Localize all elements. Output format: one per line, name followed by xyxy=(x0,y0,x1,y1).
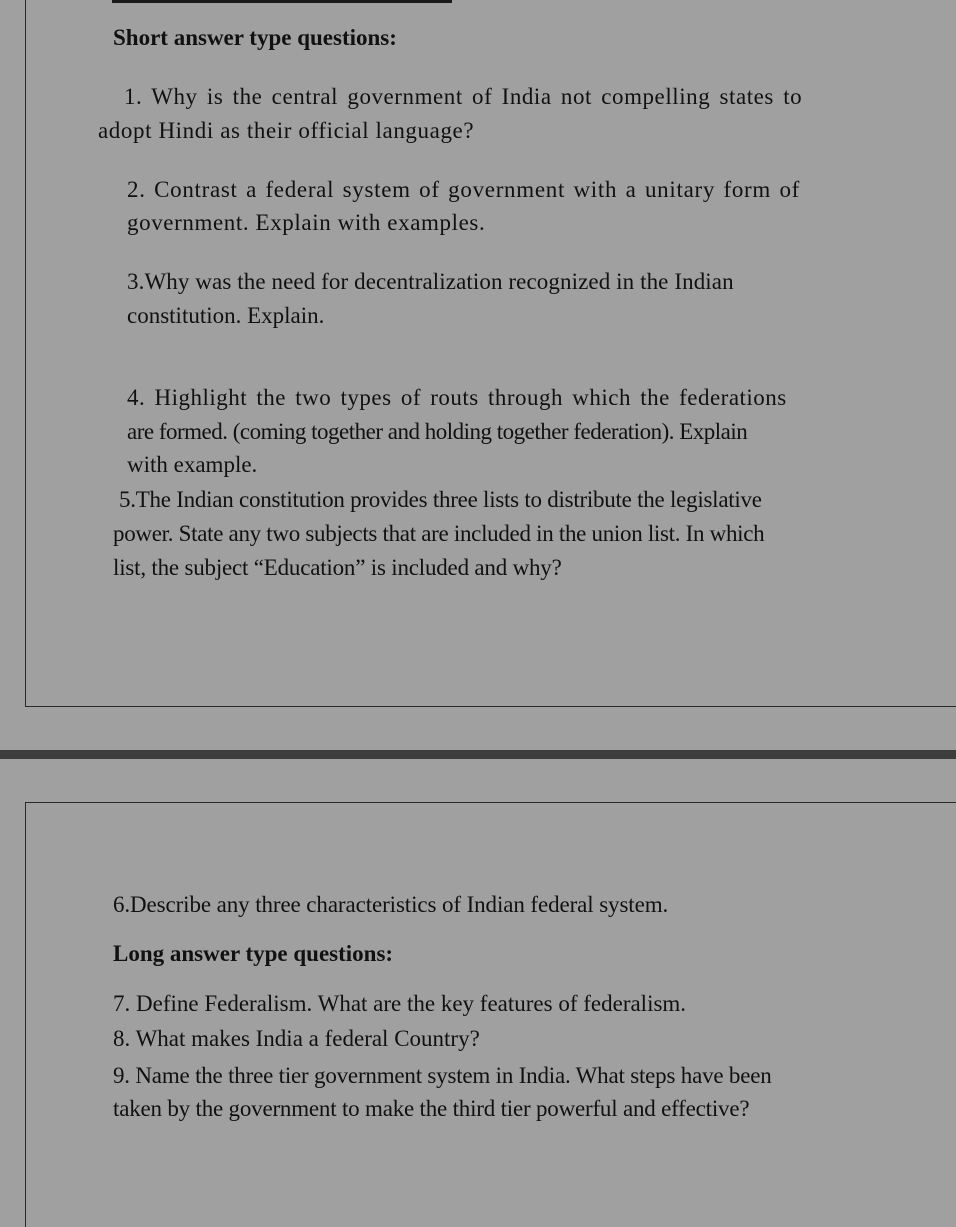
question-7: 7. Define Federalism. What are the key features of federalism. xyxy=(113,991,687,1016)
question-8: 8. What makes India a federal Country? xyxy=(113,1026,480,1051)
question-2-line-1: 2. Contrast a federal system of government with a unitary form of xyxy=(127,177,801,202)
cutoff-underlined-heading xyxy=(112,0,452,3)
question-1-line-2: adopt Hindi as their official language? xyxy=(98,118,475,143)
long-answer-heading: Long answer type questions: xyxy=(113,941,394,966)
question-3-line-2: constitution. Explain. xyxy=(127,303,325,328)
question-4-line-1: 4. Highlight the two types of routs through which the federations xyxy=(127,385,787,410)
question-9-line-1: 9. Name the three tier government system in India. What steps have been xyxy=(113,1063,772,1088)
short-answer-heading: Short answer type questions: xyxy=(113,25,397,50)
question-4-line-2: are formed. (coming together and holding together federation). Explain xyxy=(127,419,748,444)
question-1-line-1: 1. Why is the central government of India not compelling states to xyxy=(124,84,803,109)
question-5-line-2: power. State any two subjects that are included in the union list. In which xyxy=(113,521,765,546)
question-9-line-2: taken by the government to make the third tier powerful and effective? xyxy=(113,1096,750,1121)
question-5-line-1: 5.The Indian constitution provides three lists to distribute the legislative xyxy=(119,487,762,512)
page-separator xyxy=(0,750,956,759)
question-6: 6.Describe any three characteristics of Indian federal system. xyxy=(113,892,669,917)
question-4-line-3: with example. xyxy=(127,452,258,477)
question-5-line-3: list, the subject “Education” is included and why? xyxy=(113,555,562,580)
question-2-line-2: government. Explain with examples. xyxy=(127,210,486,235)
question-3-line-1: 3.Why was the need for decentralization recognized in the Indian xyxy=(127,269,734,294)
